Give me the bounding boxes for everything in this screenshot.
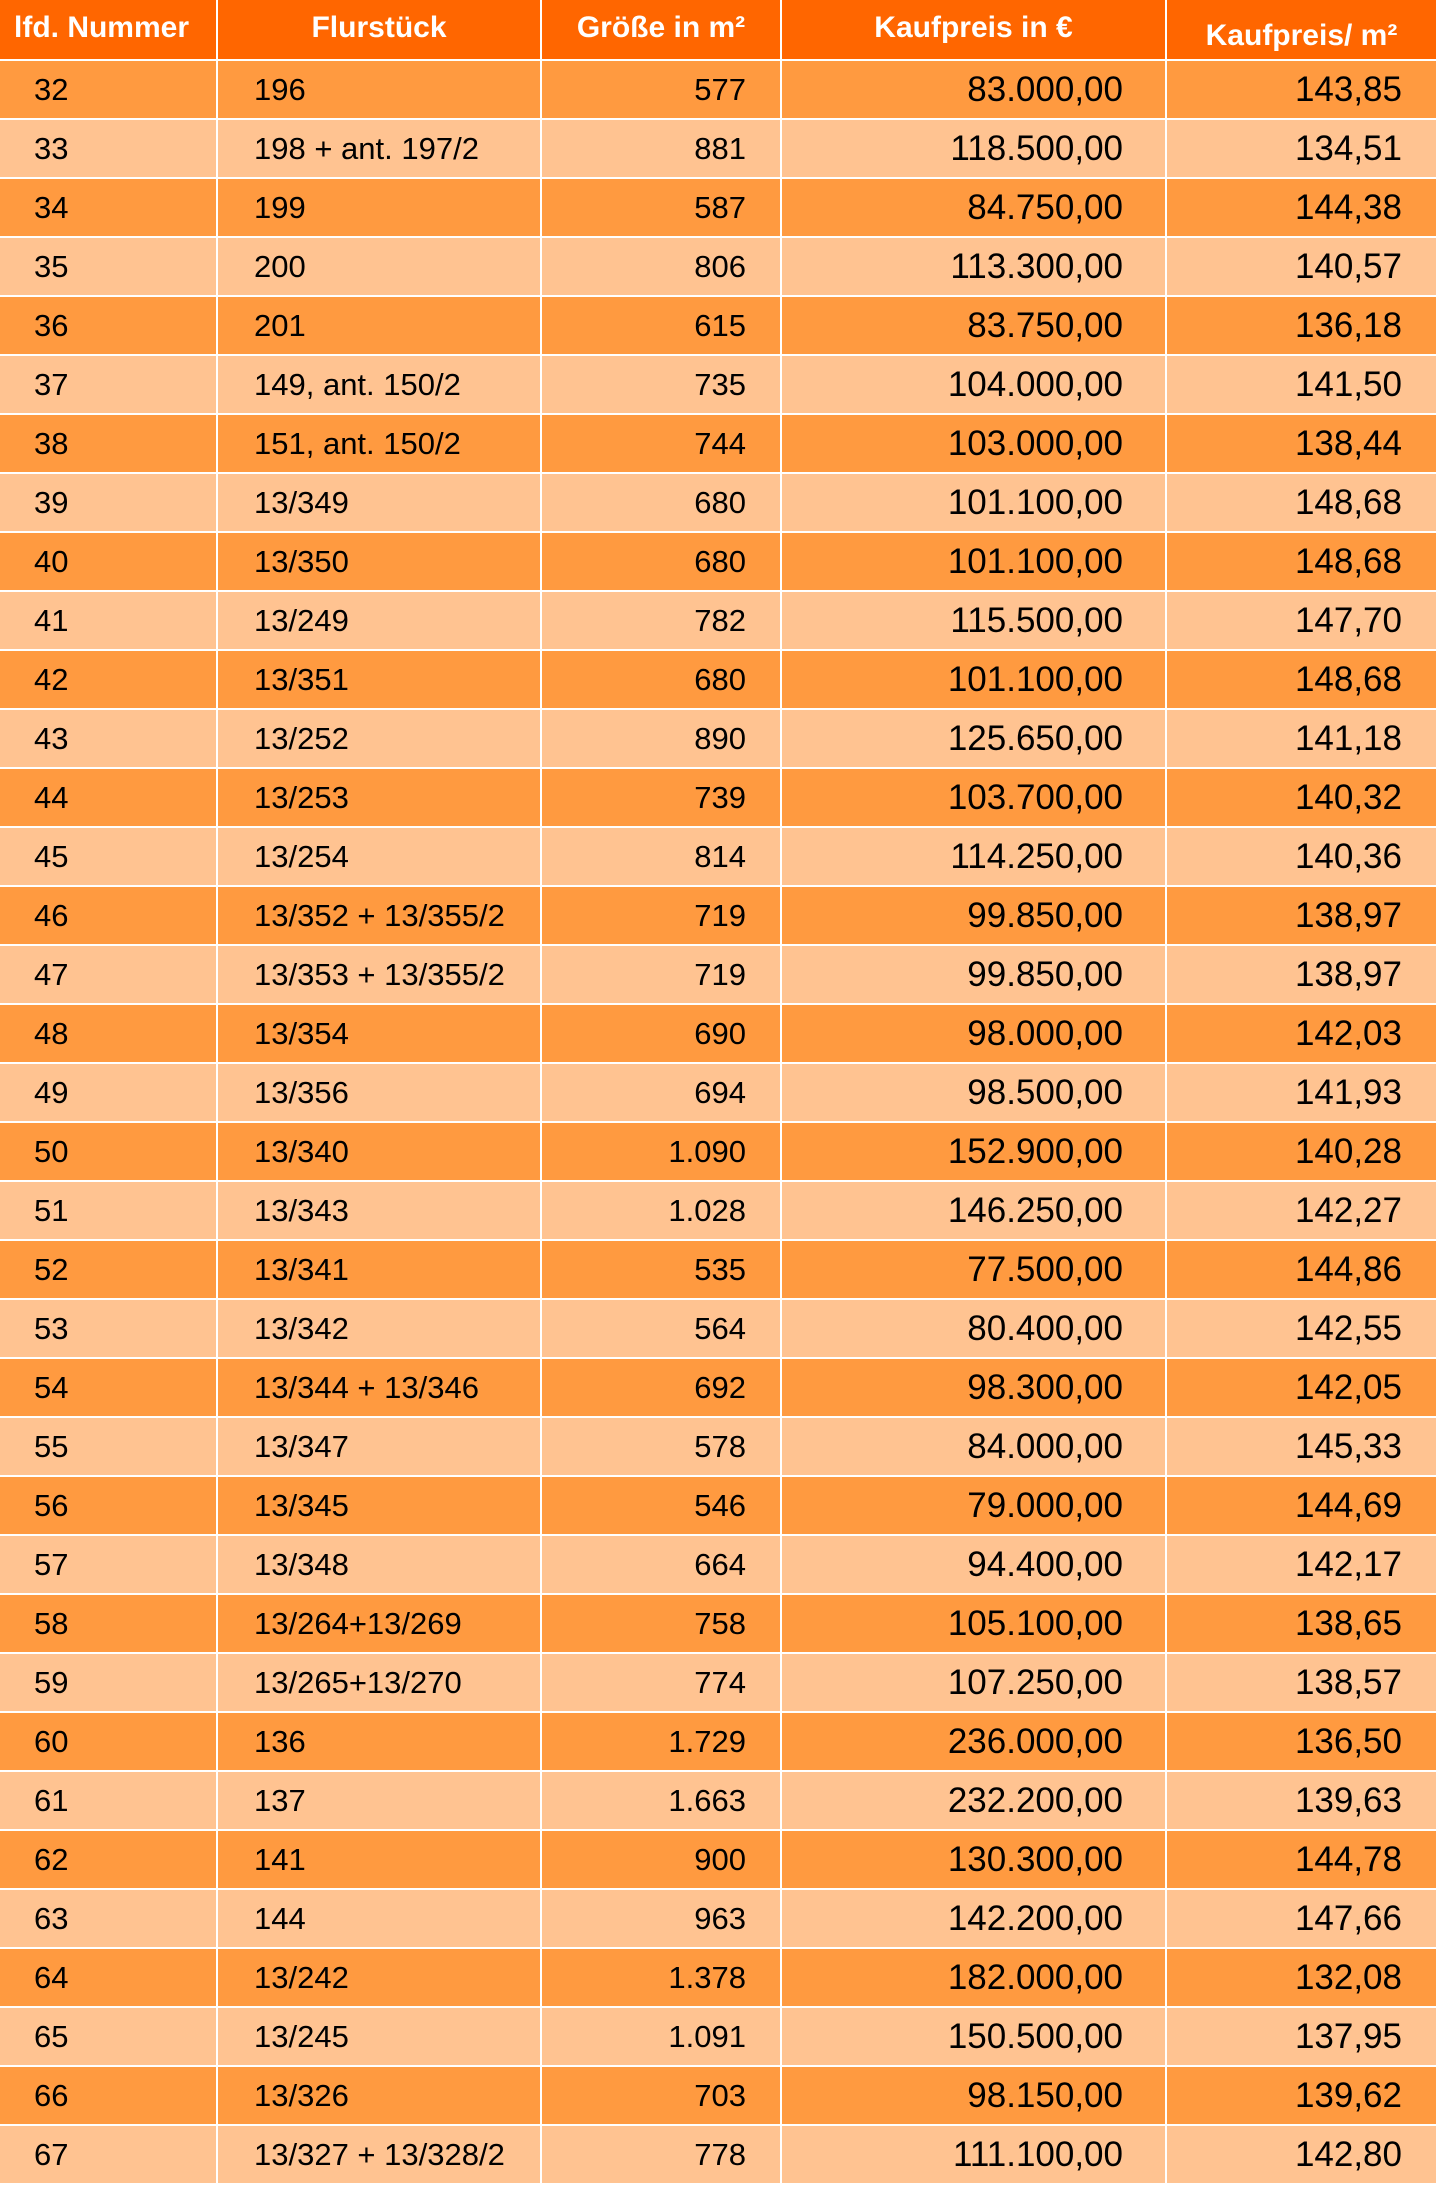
- cell-nr: 65: [0, 2007, 217, 2066]
- cell-kaufpreis: 105.100,00: [781, 1594, 1166, 1653]
- cell-nr: 36: [0, 296, 217, 355]
- cell-groesse: 900: [541, 1830, 781, 1889]
- table-row: [0, 1594, 1436, 1653]
- cell-flurstueck: 196: [217, 60, 541, 119]
- cell-kaufpreis: 98.500,00: [781, 1063, 1166, 1122]
- cell-kaufpreis: 101.100,00: [781, 650, 1166, 709]
- cell-kaufpreis: 103.000,00: [781, 414, 1166, 473]
- cell-preis-m2: 139,62: [1166, 2066, 1436, 2125]
- cell-preis-m2: 138,44: [1166, 414, 1436, 473]
- cell-groesse: 680: [541, 650, 781, 709]
- cell-nr: 62: [0, 1830, 217, 1889]
- cell-kaufpreis: 83.000,00: [781, 60, 1166, 119]
- cell-kaufpreis: 98.000,00: [781, 1004, 1166, 1063]
- cell-nr: 48: [0, 1004, 217, 1063]
- table-row: [0, 532, 1436, 591]
- cell-flurstueck: 151, ant. 150/2: [217, 414, 541, 473]
- cell-kaufpreis: 232.200,00: [781, 1771, 1166, 1830]
- cell-nr: 40: [0, 532, 217, 591]
- table-row: [0, 2007, 1436, 2066]
- cell-flurstueck: 141: [217, 1830, 541, 1889]
- table-row: [0, 414, 1436, 473]
- cell-groesse: 680: [541, 532, 781, 591]
- cell-groesse: 577: [541, 60, 781, 119]
- cell-nr: 46: [0, 886, 217, 945]
- cell-kaufpreis: 182.000,00: [781, 1948, 1166, 2007]
- header-flurstueck: [217, 0, 541, 60]
- header-nr-label: lfd. Nummer: [14, 10, 190, 44]
- cell-preis-m2: 136,18: [1166, 296, 1436, 355]
- cell-nr: 58: [0, 1594, 217, 1653]
- table-row: [0, 886, 1436, 945]
- header-flurstueck-label: Flurstück: [311, 10, 447, 44]
- cell-kaufpreis: 99.850,00: [781, 886, 1166, 945]
- table-row: [0, 1535, 1436, 1594]
- cell-kaufpreis: 152.900,00: [781, 1122, 1166, 1181]
- cell-flurstueck: 149, ant. 150/2: [217, 355, 541, 414]
- cell-groesse: 1.663: [541, 1771, 781, 1830]
- cell-nr: 57: [0, 1535, 217, 1594]
- cell-nr: 51: [0, 1181, 217, 1240]
- cell-kaufpreis: 107.250,00: [781, 1653, 1166, 1712]
- cell-nr: 32: [0, 60, 217, 119]
- table-row: [0, 237, 1436, 296]
- table-row: [0, 768, 1436, 827]
- table-row: [0, 827, 1436, 886]
- cell-flurstueck: 13/348: [217, 1535, 541, 1594]
- cell-preis-m2: 147,70: [1166, 591, 1436, 650]
- cell-nr: 50: [0, 1122, 217, 1181]
- cell-nr: 37: [0, 355, 217, 414]
- cell-flurstueck: 13/353 + 13/355/2: [217, 945, 541, 1004]
- cell-groesse: 1.091: [541, 2007, 781, 2066]
- cell-groesse: 587: [541, 178, 781, 237]
- cell-kaufpreis: 150.500,00: [781, 2007, 1166, 2066]
- table-row: [0, 1358, 1436, 1417]
- cell-groesse: 564: [541, 1299, 781, 1358]
- cell-preis-m2: 144,86: [1166, 1240, 1436, 1299]
- table-row: [0, 1476, 1436, 1535]
- table-row: [0, 1240, 1436, 1299]
- cell-flurstueck: 13/350: [217, 532, 541, 591]
- cell-nr: 47: [0, 945, 217, 1004]
- table-row: [0, 1948, 1436, 2007]
- cell-kaufpreis: 99.850,00: [781, 945, 1166, 1004]
- cell-groesse: 719: [541, 945, 781, 1004]
- cell-groesse: 664: [541, 1535, 781, 1594]
- cell-nr: 33: [0, 119, 217, 178]
- table-row: [0, 2066, 1436, 2125]
- cell-flurstueck: 199: [217, 178, 541, 237]
- cell-groesse: 963: [541, 1889, 781, 1948]
- cell-preis-m2: 142,05: [1166, 1358, 1436, 1417]
- cell-preis-m2: 144,78: [1166, 1830, 1436, 1889]
- cell-flurstueck: 13/264+13/269: [217, 1594, 541, 1653]
- cell-groesse: 703: [541, 2066, 781, 2125]
- header-kaufpreis: [781, 0, 1166, 60]
- cell-kaufpreis: 83.750,00: [781, 296, 1166, 355]
- cell-preis-m2: 132,08: [1166, 1948, 1436, 2007]
- cell-nr: 56: [0, 1476, 217, 1535]
- cell-preis-m2: 141,18: [1166, 709, 1436, 768]
- cell-flurstueck: 13/342: [217, 1299, 541, 1358]
- cell-preis-m2: 145,33: [1166, 1417, 1436, 1476]
- cell-preis-m2: 141,93: [1166, 1063, 1436, 1122]
- header-groesse: [541, 0, 781, 60]
- cell-groesse: 1.028: [541, 1181, 781, 1240]
- cell-preis-m2: 138,57: [1166, 1653, 1436, 1712]
- cell-nr: 54: [0, 1358, 217, 1417]
- cell-nr: 60: [0, 1712, 217, 1771]
- cell-preis-m2: 140,32: [1166, 768, 1436, 827]
- cell-groesse: 881: [541, 119, 781, 178]
- cell-flurstueck: 13/345: [217, 1476, 541, 1535]
- cell-kaufpreis: 236.000,00: [781, 1712, 1166, 1771]
- cell-flurstueck: 198 + ant. 197/2: [217, 119, 541, 178]
- cell-groesse: 1.729: [541, 1712, 781, 1771]
- cell-preis-m2: 134,51: [1166, 119, 1436, 178]
- header-preis-m2-label: Kaufpreis/ m²: [1205, 18, 1398, 52]
- cell-nr: 55: [0, 1417, 217, 1476]
- table-row: [0, 1830, 1436, 1889]
- cell-preis-m2: 138,97: [1166, 945, 1436, 1004]
- cell-groesse: 535: [541, 1240, 781, 1299]
- cell-kaufpreis: 125.650,00: [781, 709, 1166, 768]
- cell-flurstueck: 13/354: [217, 1004, 541, 1063]
- cell-flurstueck: 13/242: [217, 1948, 541, 2007]
- cell-kaufpreis: 98.150,00: [781, 2066, 1166, 2125]
- cell-preis-m2: 142,17: [1166, 1535, 1436, 1594]
- cell-groesse: 814: [541, 827, 781, 886]
- table-row: [0, 709, 1436, 768]
- table-row: [0, 1653, 1436, 1712]
- cell-nr: 43: [0, 709, 217, 768]
- cell-nr: 49: [0, 1063, 217, 1122]
- table-row: [0, 2125, 1436, 2184]
- cell-kaufpreis: 142.200,00: [781, 1889, 1166, 1948]
- table-row: [0, 945, 1436, 1004]
- cell-nr: 52: [0, 1240, 217, 1299]
- table-body: [0, 60, 1436, 2184]
- cell-groesse: 744: [541, 414, 781, 473]
- cell-flurstueck: 13/356: [217, 1063, 541, 1122]
- cell-groesse: 690: [541, 1004, 781, 1063]
- cell-preis-m2: 136,50: [1166, 1712, 1436, 1771]
- cell-preis-m2: 142,27: [1166, 1181, 1436, 1240]
- table-row: [0, 650, 1436, 709]
- cell-groesse: 578: [541, 1417, 781, 1476]
- cell-kaufpreis: 114.250,00: [781, 827, 1166, 886]
- table-row: [0, 1181, 1436, 1240]
- table-row: [0, 178, 1436, 237]
- cell-kaufpreis: 101.100,00: [781, 532, 1166, 591]
- cell-flurstueck: 13/349: [217, 473, 541, 532]
- cell-groesse: 806: [541, 237, 781, 296]
- cell-flurstueck: 13/340: [217, 1122, 541, 1181]
- table-row: [0, 1063, 1436, 1122]
- cell-flurstueck: 13/343: [217, 1181, 541, 1240]
- cell-nr: 61: [0, 1771, 217, 1830]
- cell-kaufpreis: 113.300,00: [781, 237, 1166, 296]
- cell-flurstueck: 13/327 + 13/328/2: [217, 2125, 541, 2184]
- cell-nr: 66: [0, 2066, 217, 2125]
- cell-preis-m2: 144,38: [1166, 178, 1436, 237]
- cell-nr: 64: [0, 1948, 217, 2007]
- table-row: [0, 1122, 1436, 1181]
- cell-nr: 35: [0, 237, 217, 296]
- cell-groesse: 778: [541, 2125, 781, 2184]
- cell-groesse: 546: [541, 1476, 781, 1535]
- cell-nr: 41: [0, 591, 217, 650]
- cell-kaufpreis: 80.400,00: [781, 1299, 1166, 1358]
- cell-preis-m2: 138,97: [1166, 886, 1436, 945]
- cell-nr: 67: [0, 2125, 217, 2184]
- cell-preis-m2: 148,68: [1166, 473, 1436, 532]
- cell-preis-m2: 138,65: [1166, 1594, 1436, 1653]
- table-row: [0, 1712, 1436, 1771]
- table-row: [0, 1299, 1436, 1358]
- cell-flurstueck: 13/254: [217, 827, 541, 886]
- cell-flurstueck: 13/347: [217, 1417, 541, 1476]
- cell-preis-m2: 137,95: [1166, 2007, 1436, 2066]
- cell-kaufpreis: 77.500,00: [781, 1240, 1166, 1299]
- cell-flurstueck: 200: [217, 237, 541, 296]
- cell-groesse: 739: [541, 768, 781, 827]
- cell-nr: 39: [0, 473, 217, 532]
- cell-preis-m2: 140,28: [1166, 1122, 1436, 1181]
- cell-flurstueck: 13/352 + 13/355/2: [217, 886, 541, 945]
- table-row: [0, 296, 1436, 355]
- cell-preis-m2: 148,68: [1166, 650, 1436, 709]
- cell-flurstueck: 13/253: [217, 768, 541, 827]
- cell-preis-m2: 142,80: [1166, 2125, 1436, 2184]
- cell-groesse: 774: [541, 1653, 781, 1712]
- cell-flurstueck: 13/252: [217, 709, 541, 768]
- cell-kaufpreis: 103.700,00: [781, 768, 1166, 827]
- cell-kaufpreis: 79.000,00: [781, 1476, 1166, 1535]
- table-row: [0, 60, 1436, 119]
- cell-groesse: 1.378: [541, 1948, 781, 2007]
- cell-groesse: 719: [541, 886, 781, 945]
- cell-groesse: 735: [541, 355, 781, 414]
- cell-flurstueck: 13/265+13/270: [217, 1653, 541, 1712]
- cell-nr: 59: [0, 1653, 217, 1712]
- cell-groesse: 694: [541, 1063, 781, 1122]
- cell-groesse: 782: [541, 591, 781, 650]
- cell-nr: 38: [0, 414, 217, 473]
- cell-nr: 42: [0, 650, 217, 709]
- cell-kaufpreis: 115.500,00: [781, 591, 1166, 650]
- cell-nr: 63: [0, 1889, 217, 1948]
- cell-preis-m2: 148,68: [1166, 532, 1436, 591]
- cell-kaufpreis: 130.300,00: [781, 1830, 1166, 1889]
- header-kaufpreis-label: Kaufpreis in €: [874, 10, 1073, 44]
- cell-preis-m2: 144,69: [1166, 1476, 1436, 1535]
- cell-preis-m2: 142,55: [1166, 1299, 1436, 1358]
- cell-kaufpreis: 111.100,00: [781, 2125, 1166, 2184]
- cell-preis-m2: 140,36: [1166, 827, 1436, 886]
- cell-flurstueck: 13/245: [217, 2007, 541, 2066]
- table-header: [0, 0, 1436, 60]
- header-groesse-label: Größe in m²: [576, 10, 746, 44]
- cell-nr: 45: [0, 827, 217, 886]
- cell-preis-m2: 141,50: [1166, 355, 1436, 414]
- cell-kaufpreis: 104.000,00: [781, 355, 1166, 414]
- cell-kaufpreis: 84.750,00: [781, 178, 1166, 237]
- cell-nr: 34: [0, 178, 217, 237]
- cell-preis-m2: 139,63: [1166, 1771, 1436, 1830]
- cell-groesse: 615: [541, 296, 781, 355]
- cell-groesse: 692: [541, 1358, 781, 1417]
- cell-groesse: 890: [541, 709, 781, 768]
- table-row: [0, 1417, 1436, 1476]
- table-row: [0, 1771, 1436, 1830]
- cell-nr: 53: [0, 1299, 217, 1358]
- cell-flurstueck: 13/344 + 13/346: [217, 1358, 541, 1417]
- cell-groesse: 1.090: [541, 1122, 781, 1181]
- table-row: [0, 355, 1436, 414]
- cell-flurstueck: 137: [217, 1771, 541, 1830]
- cell-kaufpreis: 101.100,00: [781, 473, 1166, 532]
- cell-preis-m2: 142,03: [1166, 1004, 1436, 1063]
- table-row: [0, 1004, 1436, 1063]
- cell-groesse: 680: [541, 473, 781, 532]
- cell-flurstueck: 13/249: [217, 591, 541, 650]
- header-row: [0, 0, 1436, 60]
- table-row: [0, 1889, 1436, 1948]
- cell-flurstueck: 136: [217, 1712, 541, 1771]
- cell-kaufpreis: 98.300,00: [781, 1358, 1166, 1417]
- cell-flurstueck: 13/351: [217, 650, 541, 709]
- cell-nr: 44: [0, 768, 217, 827]
- cell-preis-m2: 147,66: [1166, 1889, 1436, 1948]
- table-row: [0, 119, 1436, 178]
- cell-flurstueck: 201: [217, 296, 541, 355]
- cell-preis-m2: 143,85: [1166, 60, 1436, 119]
- cell-preis-m2: 140,57: [1166, 237, 1436, 296]
- cell-kaufpreis: 146.250,00: [781, 1181, 1166, 1240]
- header-preis-m2: [1166, 0, 1436, 60]
- cell-flurstueck: 13/326: [217, 2066, 541, 2125]
- header-nr: [0, 0, 217, 60]
- cell-kaufpreis: 118.500,00: [781, 119, 1166, 178]
- table-row: [0, 473, 1436, 532]
- cell-groesse: 758: [541, 1594, 781, 1653]
- table-row: [0, 591, 1436, 650]
- cell-flurstueck: 144: [217, 1889, 541, 1948]
- cell-kaufpreis: 94.400,00: [781, 1535, 1166, 1594]
- cell-kaufpreis: 84.000,00: [781, 1417, 1166, 1476]
- cell-flurstueck: 13/341: [217, 1240, 541, 1299]
